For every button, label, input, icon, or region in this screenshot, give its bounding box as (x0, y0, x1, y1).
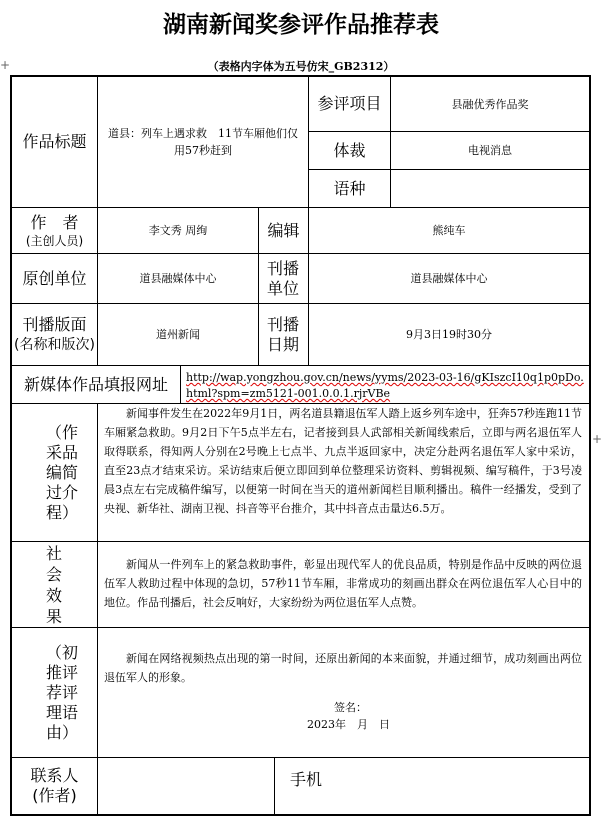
publish-unit-value[interactable]: 道县融媒体中心 (410, 272, 488, 285)
review-label: （初推评荐评理语由） (46, 642, 79, 742)
contact-label-line1: 联系人 (30, 766, 79, 785)
new-media-url-text[interactable]: http://wap.yongzhou.gov.cn/news/yyms/2023-03-16/gKIszcI10q1p0pDo.html?spm=zm5121-001.0.0.1.rjrVBe (186, 371, 584, 400)
work-title-value[interactable]: 道县：列车上遇求救 11节车厢他们仅用57秒赶到 (108, 127, 298, 157)
effect-label: 社会效果 (45, 543, 62, 626)
phone-value[interactable] (340, 758, 589, 814)
effect-text[interactable]: 新闻从一件列车上的紧急救助事件，彰显出现代军人的优良品质，特别是作品中反映的两位退伍军人救助过程中体现的急切，57秒11节车厢，非常成功的刻画出群众在两位退伍军人心目中的地位。作品刊播后，社会反响好，大家纷纷为两位退伍军人点赞。 (104, 558, 582, 609)
new-media-label: 新媒体作品填报网址 (23, 374, 168, 394)
page-title: 湖南新闻奖参评作品推荐表 (163, 12, 439, 38)
publish-date-value[interactable]: 9月3日19时30分 (406, 328, 492, 341)
intro-label: （作采品编简过介程） (46, 422, 79, 522)
publish-date-label: 刊播日期 (266, 314, 299, 354)
publish-edition-label-line1: 刊播版面 (22, 314, 87, 334)
font-note: （表格内字体为五号仿宋_GB2312） (207, 60, 395, 73)
editor-value[interactable]: 熊纯车 (432, 224, 466, 237)
editor-label: 编辑 (267, 220, 300, 240)
contact-label (12, 758, 97, 814)
publish-unit-label: 刊播单位 (266, 258, 299, 298)
intro-text[interactable]: 新闻事件发生在2022年9月1日，两名道县籍退伍军人踏上返乡列车途中，狂奔57秒连跑11节车厢紧急救助。9月2日下午5点半左右，记者接到县人武部相关新闻线索后，立即与两名退伍军人取得联系，得知两人分别在2号晚上七点半、九点半返回家中，决定分赴两名退伍军人家中采访，直至23点才结束采访。采访结束后便立即回到单位整理采访资料、剪辑视频、编写稿件，于3号凌晨3点左右完成稿件编写，以便第一时间在当天的道州新闻栏目顺利播出。稿件一经播发，受到了央视、新华社、湖南卫视、抖音等平台推介，其中抖音点击量达6.5万。 (104, 407, 582, 515)
original-unit-value[interactable]: 道县融媒体中心 (139, 272, 217, 285)
category-value[interactable]: 县融优秀作品奖 (451, 97, 529, 111)
signature-date: 2023年 月 日 (307, 718, 390, 731)
author-label (12, 208, 97, 253)
phone-label: 手机 (290, 770, 323, 789)
publish-edition-label (12, 304, 97, 365)
genre-label: 体裁 (333, 140, 366, 160)
work-title-label: 作品标题 (22, 132, 87, 151)
language-value[interactable] (391, 170, 589, 207)
author-label-line1: 作 者 (30, 212, 79, 232)
contact-label-line2: (作者) (32, 786, 77, 805)
contact-value[interactable] (98, 758, 274, 814)
plus-marker-left[interactable]: + (0, 58, 11, 72)
original-unit-label: 原创单位 (22, 268, 87, 288)
category-label: 参评项目 (317, 94, 382, 113)
new-media-url[interactable] (186, 370, 584, 402)
genre-value[interactable]: 电视消息 (468, 144, 512, 157)
author-label-line2: (主创人员) (25, 233, 84, 248)
plus-marker-right[interactable]: + (592, 432, 602, 446)
publish-edition-value[interactable]: 道州新闻 (156, 328, 200, 341)
review-text[interactable]: 新闻在网络视频热点出现的第一时间，还原出新闻的本来面貌，并通过细节，成功刻画出两位退伍军人的形象。 (104, 652, 582, 684)
signature-label: 签名： (334, 701, 367, 714)
publish-edition-label-line2: (名称和版次) (14, 336, 95, 353)
author-value[interactable]: 李文秀 周绚 (148, 224, 208, 237)
language-label: 语种 (333, 178, 366, 198)
